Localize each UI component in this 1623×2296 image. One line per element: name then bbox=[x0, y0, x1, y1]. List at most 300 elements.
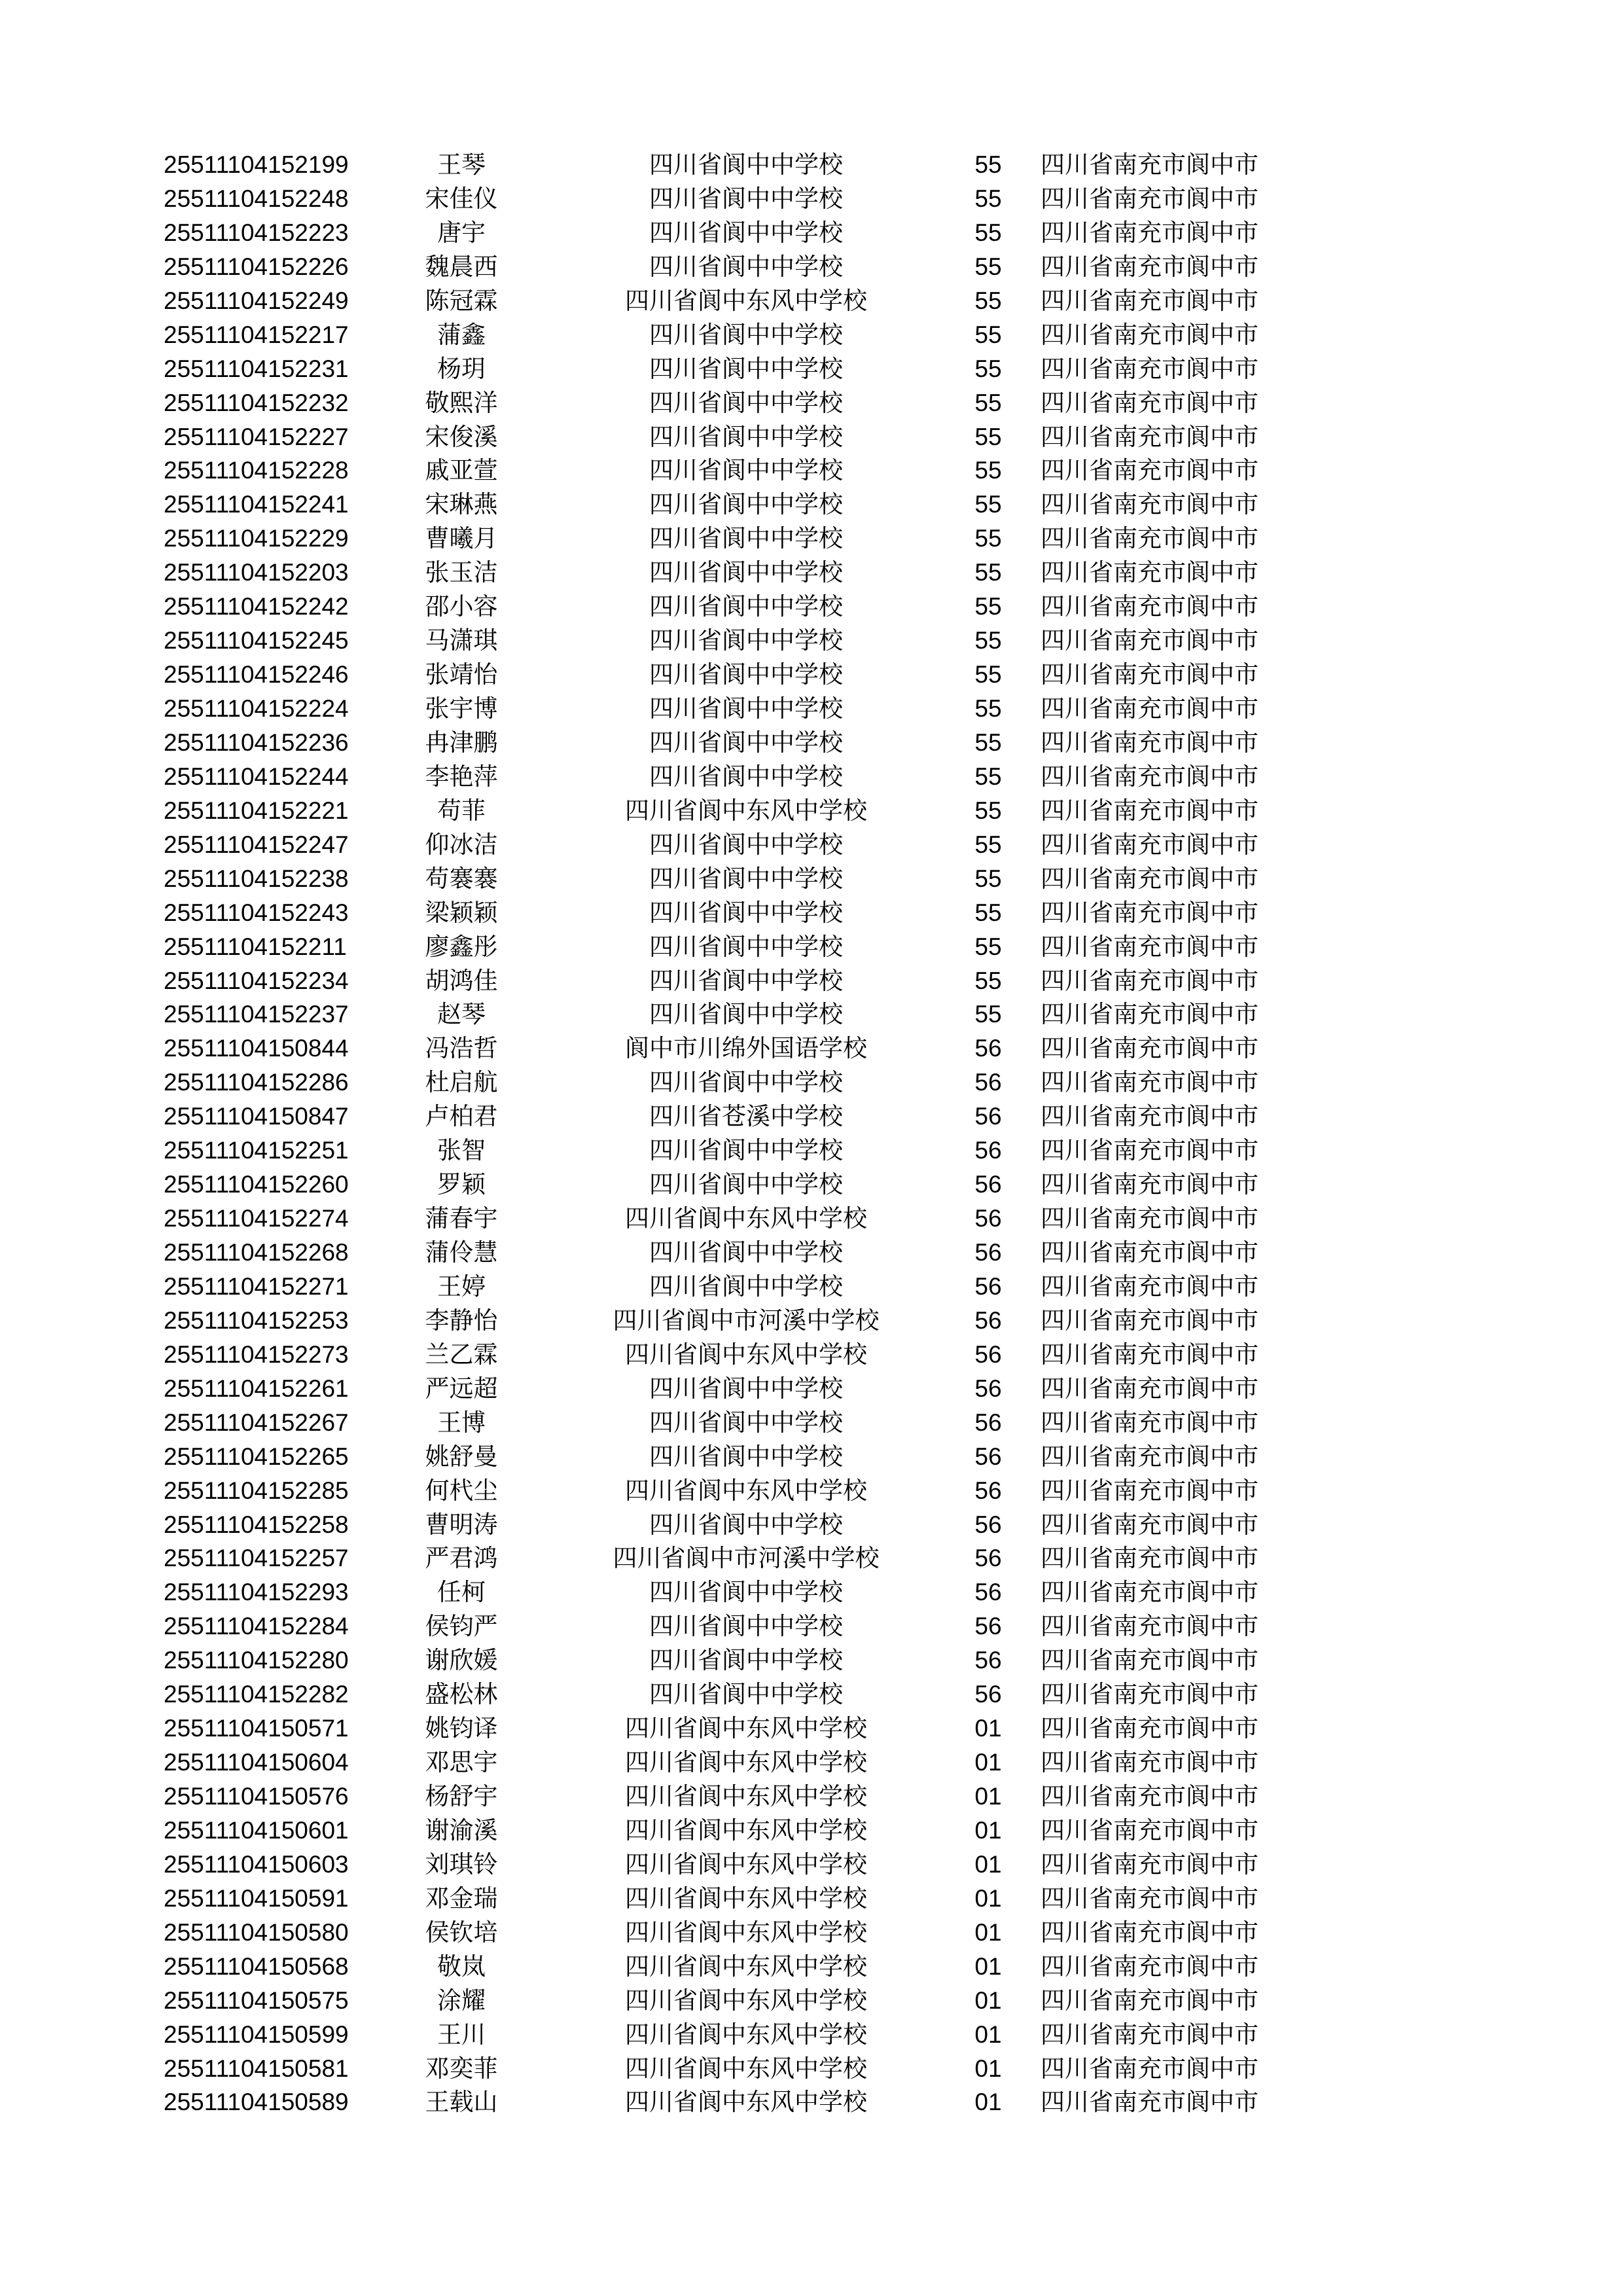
table-row bbox=[0, 997, 1623, 1031]
group-code: 55 bbox=[974, 253, 1002, 280]
region-name: 四川省南充市阆中市 bbox=[1041, 1374, 1258, 1403]
region-name: 四川省南充市阆中市 bbox=[1041, 898, 1258, 927]
candidate-id: 25511104152271 bbox=[164, 1272, 349, 1300]
school-name: 阆中市川绵外国语学校 bbox=[625, 1034, 867, 1063]
school-name: 四川省阆中东风中学校 bbox=[625, 1748, 867, 1777]
candidate-name: 宋俊溪 bbox=[425, 422, 498, 451]
school-name: 四川省阆中中学校 bbox=[649, 388, 843, 417]
candidate-name: 李静怡 bbox=[425, 1306, 498, 1335]
table-row bbox=[0, 284, 1623, 318]
region-name: 四川省南充市阆中市 bbox=[1041, 1510, 1258, 1539]
candidate-name: 敬熙洋 bbox=[425, 388, 498, 417]
candidate-id: 25511104152249 bbox=[164, 287, 349, 314]
candidate-name: 张智 bbox=[437, 1136, 486, 1165]
candidate-id: 25511104152274 bbox=[164, 1205, 349, 1232]
candidate-id: 25511104150576 bbox=[164, 1783, 349, 1810]
candidate-id: 25511104152241 bbox=[164, 491, 349, 518]
table-row bbox=[0, 1712, 1623, 1746]
table-row bbox=[0, 1882, 1623, 1916]
school-name: 四川省阆中中学校 bbox=[649, 1170, 843, 1199]
school-name: 四川省苍溪中学校 bbox=[649, 1102, 843, 1131]
school-name: 四川省阆中中学校 bbox=[649, 1442, 843, 1471]
table-row bbox=[0, 1304, 1623, 1338]
table-row bbox=[0, 896, 1623, 930]
candidate-name: 蒲鑫 bbox=[437, 320, 486, 349]
school-name: 四川省阆中中学校 bbox=[649, 1646, 843, 1675]
group-code: 56 bbox=[974, 1647, 1002, 1674]
candidate-id: 25511104150568 bbox=[164, 1952, 349, 1980]
region-name: 四川省南充市阆中市 bbox=[1041, 966, 1258, 995]
candidate-id: 25511104150580 bbox=[164, 1918, 349, 1946]
group-code: 01 bbox=[974, 1918, 1002, 1946]
school-name: 四川省阆中东风中学校 bbox=[625, 1714, 867, 1743]
school-name: 四川省阆中东风中学校 bbox=[625, 1986, 867, 2015]
group-code: 55 bbox=[974, 423, 1002, 450]
table-row bbox=[0, 1575, 1623, 1609]
candidate-id: 25511104150599 bbox=[164, 2020, 349, 2048]
table-row bbox=[0, 1677, 1623, 1712]
region-name: 四川省南充市阆中市 bbox=[1041, 830, 1258, 859]
candidate-id: 25511104152280 bbox=[164, 1647, 349, 1674]
table-row bbox=[0, 1474, 1623, 1508]
candidate-name: 冉津鹏 bbox=[425, 728, 498, 757]
candidate-id: 25511104152199 bbox=[164, 151, 349, 178]
table-row bbox=[0, 454, 1623, 488]
table-row bbox=[0, 1168, 1623, 1202]
region-name: 四川省南充市阆中市 bbox=[1041, 1204, 1258, 1233]
candidate-id: 25511104152211 bbox=[164, 933, 347, 960]
table-row bbox=[0, 1780, 1623, 1814]
region-name: 四川省南充市阆中市 bbox=[1041, 2088, 1258, 2117]
group-code: 01 bbox=[974, 2020, 1002, 2048]
region-name: 四川省南充市阆中市 bbox=[1041, 2020, 1258, 2049]
candidate-id: 25511104152273 bbox=[164, 1340, 349, 1368]
school-name: 四川省阆中中学校 bbox=[649, 151, 843, 179]
group-code: 55 bbox=[974, 287, 1002, 314]
table-row bbox=[0, 658, 1623, 692]
region-name: 四川省南充市阆中市 bbox=[1041, 456, 1258, 485]
candidate-name: 杨玥 bbox=[437, 354, 486, 383]
school-name: 四川省阆中东风中学校 bbox=[625, 2088, 867, 2117]
school-name: 四川省阆中中学校 bbox=[649, 864, 843, 893]
group-code: 55 bbox=[974, 525, 1002, 552]
group-code: 55 bbox=[974, 967, 1002, 994]
candidate-name: 盛松林 bbox=[425, 1680, 498, 1709]
school-name: 四川省阆中中学校 bbox=[649, 354, 843, 383]
table-row bbox=[0, 624, 1623, 658]
table-row bbox=[0, 1848, 1623, 1882]
region-name: 四川省南充市阆中市 bbox=[1041, 1578, 1258, 1607]
candidate-name: 何杙尘 bbox=[425, 1476, 498, 1505]
candidate-id: 25511104152267 bbox=[164, 1408, 349, 1436]
table-row bbox=[0, 1643, 1623, 1677]
candidate-name: 邓奕菲 bbox=[425, 2054, 498, 2083]
table-row bbox=[0, 1134, 1623, 1168]
candidate-id: 25511104150847 bbox=[164, 1103, 349, 1130]
candidate-id: 25511104152243 bbox=[164, 899, 349, 926]
region-name: 四川省南充市阆中市 bbox=[1041, 1170, 1258, 1199]
group-code: 01 bbox=[974, 1749, 1002, 1776]
candidate-name: 罗颖 bbox=[437, 1170, 486, 1199]
region-name: 四川省南充市阆中市 bbox=[1041, 1272, 1258, 1300]
group-code: 01 bbox=[974, 1850, 1002, 1878]
school-name: 四川省阆中中学校 bbox=[649, 898, 843, 927]
table-row bbox=[0, 2052, 1623, 2086]
candidate-name: 刘琪铃 bbox=[425, 1850, 498, 1878]
school-name: 四川省阆中东风中学校 bbox=[625, 796, 867, 825]
group-code: 55 bbox=[974, 151, 1002, 178]
group-code: 55 bbox=[974, 559, 1002, 586]
candidate-name: 邵小容 bbox=[425, 592, 498, 621]
region-name: 四川省南充市阆中市 bbox=[1041, 1442, 1258, 1471]
group-code: 56 bbox=[974, 1477, 1002, 1504]
group-code: 01 bbox=[974, 1986, 1002, 2014]
group-code: 55 bbox=[974, 185, 1002, 212]
region-name: 四川省南充市阆中市 bbox=[1041, 728, 1258, 757]
region-name: 四川省南充市阆中市 bbox=[1041, 354, 1258, 383]
candidate-id: 25511104152251 bbox=[164, 1137, 349, 1164]
table-row bbox=[0, 522, 1623, 556]
table-row bbox=[0, 760, 1623, 794]
group-code: 55 bbox=[974, 593, 1002, 620]
table-row bbox=[0, 930, 1623, 964]
group-code: 56 bbox=[974, 1272, 1002, 1300]
region-name: 四川省南充市阆中市 bbox=[1041, 1136, 1258, 1165]
school-name: 四川省阆中中学校 bbox=[649, 1238, 843, 1266]
group-code: 56 bbox=[974, 1340, 1002, 1368]
candidate-id: 25511104152203 bbox=[164, 559, 349, 586]
school-name: 四川省阆中中学校 bbox=[649, 490, 843, 519]
candidate-name: 张玉洁 bbox=[425, 558, 498, 587]
group-code: 55 bbox=[974, 491, 1002, 518]
table-row bbox=[0, 1202, 1623, 1236]
group-code: 55 bbox=[974, 355, 1002, 382]
candidate-name: 侯钧严 bbox=[425, 1612, 498, 1641]
candidate-name: 邓思宇 bbox=[425, 1748, 498, 1777]
school-name: 四川省阆中中学校 bbox=[649, 422, 843, 451]
group-code: 56 bbox=[974, 1408, 1002, 1436]
candidate-id: 25511104150604 bbox=[164, 1749, 349, 1776]
table-row bbox=[0, 1541, 1623, 1575]
region-name: 四川省南充市阆中市 bbox=[1041, 558, 1258, 587]
table-row bbox=[0, 726, 1623, 760]
table-row bbox=[0, 556, 1623, 590]
region-name: 四川省南充市阆中市 bbox=[1041, 422, 1258, 451]
region-name: 四川省南充市阆中市 bbox=[1041, 1918, 1258, 1946]
group-code: 56 bbox=[974, 1205, 1002, 1232]
table-row bbox=[0, 1746, 1623, 1780]
candidate-id: 25511104152229 bbox=[164, 525, 349, 552]
region-name: 四川省南充市阆中市 bbox=[1041, 796, 1258, 825]
candidate-id: 25511104150589 bbox=[164, 2089, 349, 2116]
region-name: 四川省南充市阆中市 bbox=[1041, 490, 1258, 519]
school-name: 四川省阆中中学校 bbox=[649, 694, 843, 723]
group-code: 55 bbox=[974, 457, 1002, 484]
region-name: 四川省南充市阆中市 bbox=[1041, 1238, 1258, 1266]
region-name: 四川省南充市阆中市 bbox=[1041, 184, 1258, 213]
group-code: 01 bbox=[974, 1884, 1002, 1912]
candidate-id: 25511104152238 bbox=[164, 865, 349, 892]
candidate-name: 蒲伶慧 bbox=[425, 1238, 498, 1266]
school-name: 四川省阆中中学校 bbox=[649, 660, 843, 689]
candidate-id: 25511104152293 bbox=[164, 1579, 349, 1606]
candidate-name: 谢渝溪 bbox=[425, 1816, 498, 1844]
group-code: 55 bbox=[974, 627, 1002, 655]
group-code: 56 bbox=[974, 1239, 1002, 1266]
group-code: 55 bbox=[974, 865, 1002, 892]
school-name: 四川省阆中中学校 bbox=[649, 966, 843, 995]
group-code: 56 bbox=[974, 1137, 1002, 1164]
region-name: 四川省南充市阆中市 bbox=[1041, 592, 1258, 621]
table-row bbox=[0, 1814, 1623, 1848]
region-name: 四川省南充市阆中市 bbox=[1041, 660, 1258, 689]
table-row bbox=[0, 216, 1623, 250]
school-name: 四川省阆中东风中学校 bbox=[625, 1476, 867, 1505]
group-code: 55 bbox=[974, 797, 1002, 824]
group-code: 55 bbox=[974, 219, 1002, 246]
school-name: 四川省阆中中学校 bbox=[649, 524, 843, 553]
region-name: 四川省南充市阆中市 bbox=[1041, 286, 1258, 315]
group-code: 56 bbox=[974, 1374, 1002, 1402]
candidate-name: 姚钧译 bbox=[425, 1714, 498, 1743]
candidate-id: 25511104150581 bbox=[164, 2054, 349, 2082]
region-name: 四川省南充市阆中市 bbox=[1041, 388, 1258, 417]
candidate-id: 25511104152232 bbox=[164, 389, 349, 416]
region-name: 四川省南充市阆中市 bbox=[1041, 1816, 1258, 1844]
school-name: 四川省阆中东风中学校 bbox=[625, 1884, 867, 1912]
group-code: 55 bbox=[974, 762, 1002, 790]
candidate-id: 25511104150575 bbox=[164, 1986, 349, 2014]
group-code: 56 bbox=[974, 1443, 1002, 1470]
candidate-name: 侯钦培 bbox=[425, 1918, 498, 1946]
table-row bbox=[0, 692, 1623, 726]
candidate-name: 杜启航 bbox=[425, 1068, 498, 1097]
table-row bbox=[0, 2085, 1623, 2119]
region-name: 四川省南充市阆中市 bbox=[1041, 1476, 1258, 1505]
school-name: 四川省阆中中学校 bbox=[649, 218, 843, 247]
region-name: 四川省南充市阆中市 bbox=[1041, 218, 1258, 247]
region-name: 四川省南充市阆中市 bbox=[1041, 864, 1258, 893]
school-name: 四川省阆中东风中学校 bbox=[625, 1850, 867, 1878]
school-name: 四川省阆中东风中学校 bbox=[625, 1952, 867, 1981]
school-name: 四川省阆中中学校 bbox=[649, 184, 843, 213]
table-row bbox=[0, 1338, 1623, 1372]
candidate-id: 25511104152223 bbox=[164, 219, 349, 246]
candidate-id: 25511104152282 bbox=[164, 1681, 349, 1708]
school-name: 四川省阆中中学校 bbox=[649, 1510, 843, 1539]
school-name: 四川省阆中中学校 bbox=[649, 456, 843, 485]
region-name: 四川省南充市阆中市 bbox=[1041, 320, 1258, 349]
candidate-name: 严远超 bbox=[425, 1374, 498, 1403]
region-name: 四川省南充市阆中市 bbox=[1041, 1714, 1258, 1743]
candidate-name: 仰冰洁 bbox=[425, 830, 498, 859]
region-name: 四川省南充市阆中市 bbox=[1041, 932, 1258, 961]
candidate-id: 25511104152228 bbox=[164, 457, 349, 484]
candidate-id: 25511104152237 bbox=[164, 1001, 349, 1028]
candidate-id: 25511104152253 bbox=[164, 1306, 349, 1334]
candidate-id: 25511104152265 bbox=[164, 1443, 349, 1470]
region-name: 四川省南充市阆中市 bbox=[1041, 1680, 1258, 1709]
group-code: 01 bbox=[974, 1952, 1002, 1980]
candidate-id: 25511104152217 bbox=[164, 321, 349, 348]
group-code: 55 bbox=[974, 321, 1002, 348]
candidate-name: 苟菲 bbox=[437, 796, 486, 825]
school-name: 四川省阆中中学校 bbox=[649, 1068, 843, 1097]
region-name: 四川省南充市阆中市 bbox=[1041, 626, 1258, 655]
table-row bbox=[0, 352, 1623, 386]
table-row bbox=[0, 488, 1623, 522]
region-name: 四川省南充市阆中市 bbox=[1041, 694, 1258, 723]
region-name: 四川省南充市阆中市 bbox=[1041, 1748, 1258, 1777]
candidate-id: 25511104152268 bbox=[164, 1239, 349, 1266]
table-row bbox=[0, 1236, 1623, 1270]
group-code: 55 bbox=[974, 899, 1002, 926]
candidate-id: 25511104152246 bbox=[164, 661, 349, 689]
region-name: 四川省南充市阆中市 bbox=[1041, 151, 1258, 179]
school-name: 四川省阆中中学校 bbox=[649, 320, 843, 349]
group-code: 55 bbox=[974, 933, 1002, 960]
group-code: 56 bbox=[974, 1511, 1002, 1538]
candidate-name: 唐宇 bbox=[437, 218, 486, 247]
candidate-name: 涂耀 bbox=[437, 1986, 486, 2015]
region-name: 四川省南充市阆中市 bbox=[1041, 1884, 1258, 1912]
candidate-name: 杨舒宇 bbox=[425, 1782, 498, 1810]
table-row bbox=[0, 964, 1623, 998]
candidate-name: 卢柏君 bbox=[425, 1102, 498, 1131]
candidate-id: 25511104152248 bbox=[164, 185, 349, 212]
candidate-name: 张靖怡 bbox=[425, 660, 498, 689]
candidate-name: 严君鸿 bbox=[425, 1544, 498, 1573]
table-row bbox=[0, 386, 1623, 420]
table-row bbox=[0, 828, 1623, 862]
candidate-name: 曹曦月 bbox=[425, 524, 498, 553]
candidate-name: 王博 bbox=[437, 1408, 486, 1437]
school-name: 四川省阆中中学校 bbox=[649, 1374, 843, 1403]
group-code: 01 bbox=[974, 2054, 1002, 2082]
group-code: 56 bbox=[974, 1069, 1002, 1096]
region-name: 四川省南充市阆中市 bbox=[1041, 1068, 1258, 1097]
region-name: 四川省南充市阆中市 bbox=[1041, 1952, 1258, 1981]
table-row bbox=[0, 1372, 1623, 1406]
school-name: 四川省阆中中学校 bbox=[649, 1136, 843, 1165]
school-name: 四川省阆中中学校 bbox=[649, 592, 843, 621]
school-name: 四川省阆中中学校 bbox=[649, 626, 843, 655]
candidate-id: 25511104150601 bbox=[164, 1816, 349, 1844]
region-name: 四川省南充市阆中市 bbox=[1041, 1986, 1258, 2015]
group-code: 01 bbox=[974, 1816, 1002, 1844]
group-code: 55 bbox=[974, 728, 1002, 756]
region-name: 四川省南充市阆中市 bbox=[1041, 1034, 1258, 1063]
candidate-name: 宋琳燕 bbox=[425, 490, 498, 519]
candidate-name: 魏晨西 bbox=[425, 252, 498, 281]
candidate-name: 王载山 bbox=[425, 2088, 498, 2117]
region-name: 四川省南充市阆中市 bbox=[1041, 1544, 1258, 1573]
group-code: 01 bbox=[974, 2089, 1002, 2116]
candidate-name: 张宇博 bbox=[425, 694, 498, 723]
school-name: 四川省阆中中学校 bbox=[649, 1612, 843, 1641]
candidate-name: 陈冠霖 bbox=[425, 286, 498, 315]
candidate-name: 敬岚 bbox=[437, 1952, 486, 1981]
table-row bbox=[0, 1031, 1623, 1066]
school-name: 四川省阆中东风中学校 bbox=[625, 1340, 867, 1369]
candidate-name: 宋佳仪 bbox=[425, 184, 498, 213]
candidate-name: 兰乙霖 bbox=[425, 1340, 498, 1369]
school-name: 四川省阆中东风中学校 bbox=[625, 2020, 867, 2049]
table-row bbox=[0, 1100, 1623, 1134]
candidate-name: 王川 bbox=[437, 2020, 486, 2049]
candidate-id: 25511104152224 bbox=[164, 695, 349, 722]
school-name: 四川省阆中中学校 bbox=[649, 830, 843, 859]
table-row bbox=[0, 2018, 1623, 2052]
group-code: 56 bbox=[974, 1681, 1002, 1708]
candidate-id: 25511104152284 bbox=[164, 1613, 349, 1640]
candidate-id: 25511104152260 bbox=[164, 1171, 349, 1198]
candidate-id: 25511104152286 bbox=[164, 1069, 349, 1096]
region-name: 四川省南充市阆中市 bbox=[1041, 1102, 1258, 1131]
region-name: 四川省南充市阆中市 bbox=[1041, 1646, 1258, 1675]
group-code: 56 bbox=[974, 1579, 1002, 1606]
candidate-id: 25511104150844 bbox=[164, 1035, 349, 1062]
candidate-id: 25511104152285 bbox=[164, 1477, 349, 1504]
school-name: 四川省阆中东风中学校 bbox=[625, 286, 867, 315]
school-name: 四川省阆中中学校 bbox=[649, 762, 843, 791]
candidate-id: 25511104150571 bbox=[164, 1715, 349, 1742]
candidate-name: 姚舒曼 bbox=[425, 1442, 498, 1471]
group-code: 56 bbox=[974, 1613, 1002, 1640]
candidate-id: 25511104152226 bbox=[164, 253, 349, 280]
school-name: 四川省阆中市河溪中学校 bbox=[613, 1306, 880, 1335]
table-row bbox=[0, 318, 1623, 352]
candidate-name: 蒲春宇 bbox=[425, 1204, 498, 1233]
candidate-id: 25511104152261 bbox=[164, 1374, 349, 1402]
table-row bbox=[0, 794, 1623, 828]
school-name: 四川省阆中中学校 bbox=[649, 252, 843, 281]
candidate-name: 戚亚萱 bbox=[425, 456, 498, 485]
region-name: 四川省南充市阆中市 bbox=[1041, 2054, 1258, 2083]
table-row bbox=[0, 1270, 1623, 1304]
candidate-id: 25511104152236 bbox=[164, 728, 349, 756]
table-row bbox=[0, 1609, 1623, 1643]
table-row bbox=[0, 1508, 1623, 1542]
candidate-name: 李艳萍 bbox=[425, 762, 498, 791]
group-code: 55 bbox=[974, 389, 1002, 416]
candidate-id: 25511104152258 bbox=[164, 1511, 349, 1538]
candidate-id: 25511104152231 bbox=[164, 355, 349, 382]
candidate-id: 25511104150591 bbox=[164, 1884, 349, 1912]
table-row bbox=[0, 1066, 1623, 1100]
table-row bbox=[0, 1950, 1623, 1984]
school-name: 四川省阆中中学校 bbox=[649, 1408, 843, 1437]
candidate-name: 王琴 bbox=[437, 151, 486, 179]
region-name: 四川省南充市阆中市 bbox=[1041, 1850, 1258, 1878]
candidate-name: 冯浩哲 bbox=[425, 1034, 498, 1063]
roster-table bbox=[0, 148, 1623, 2119]
school-name: 四川省阆中中学校 bbox=[649, 1272, 843, 1300]
table-row bbox=[0, 590, 1623, 624]
candidate-name: 廖鑫彤 bbox=[425, 932, 498, 961]
group-code: 56 bbox=[974, 1306, 1002, 1334]
candidate-id: 25511104152257 bbox=[164, 1545, 349, 1572]
candidate-id: 25511104152234 bbox=[164, 967, 349, 994]
group-code: 56 bbox=[974, 1171, 1002, 1198]
region-name: 四川省南充市阆中市 bbox=[1041, 1782, 1258, 1810]
candidate-name: 王婷 bbox=[437, 1272, 486, 1300]
candidate-id: 25511104152245 bbox=[164, 627, 349, 655]
table-row bbox=[0, 250, 1623, 284]
school-name: 四川省阆中东风中学校 bbox=[625, 1782, 867, 1810]
candidate-id: 25511104152247 bbox=[164, 831, 349, 858]
candidate-name: 胡鸿佳 bbox=[425, 966, 498, 995]
